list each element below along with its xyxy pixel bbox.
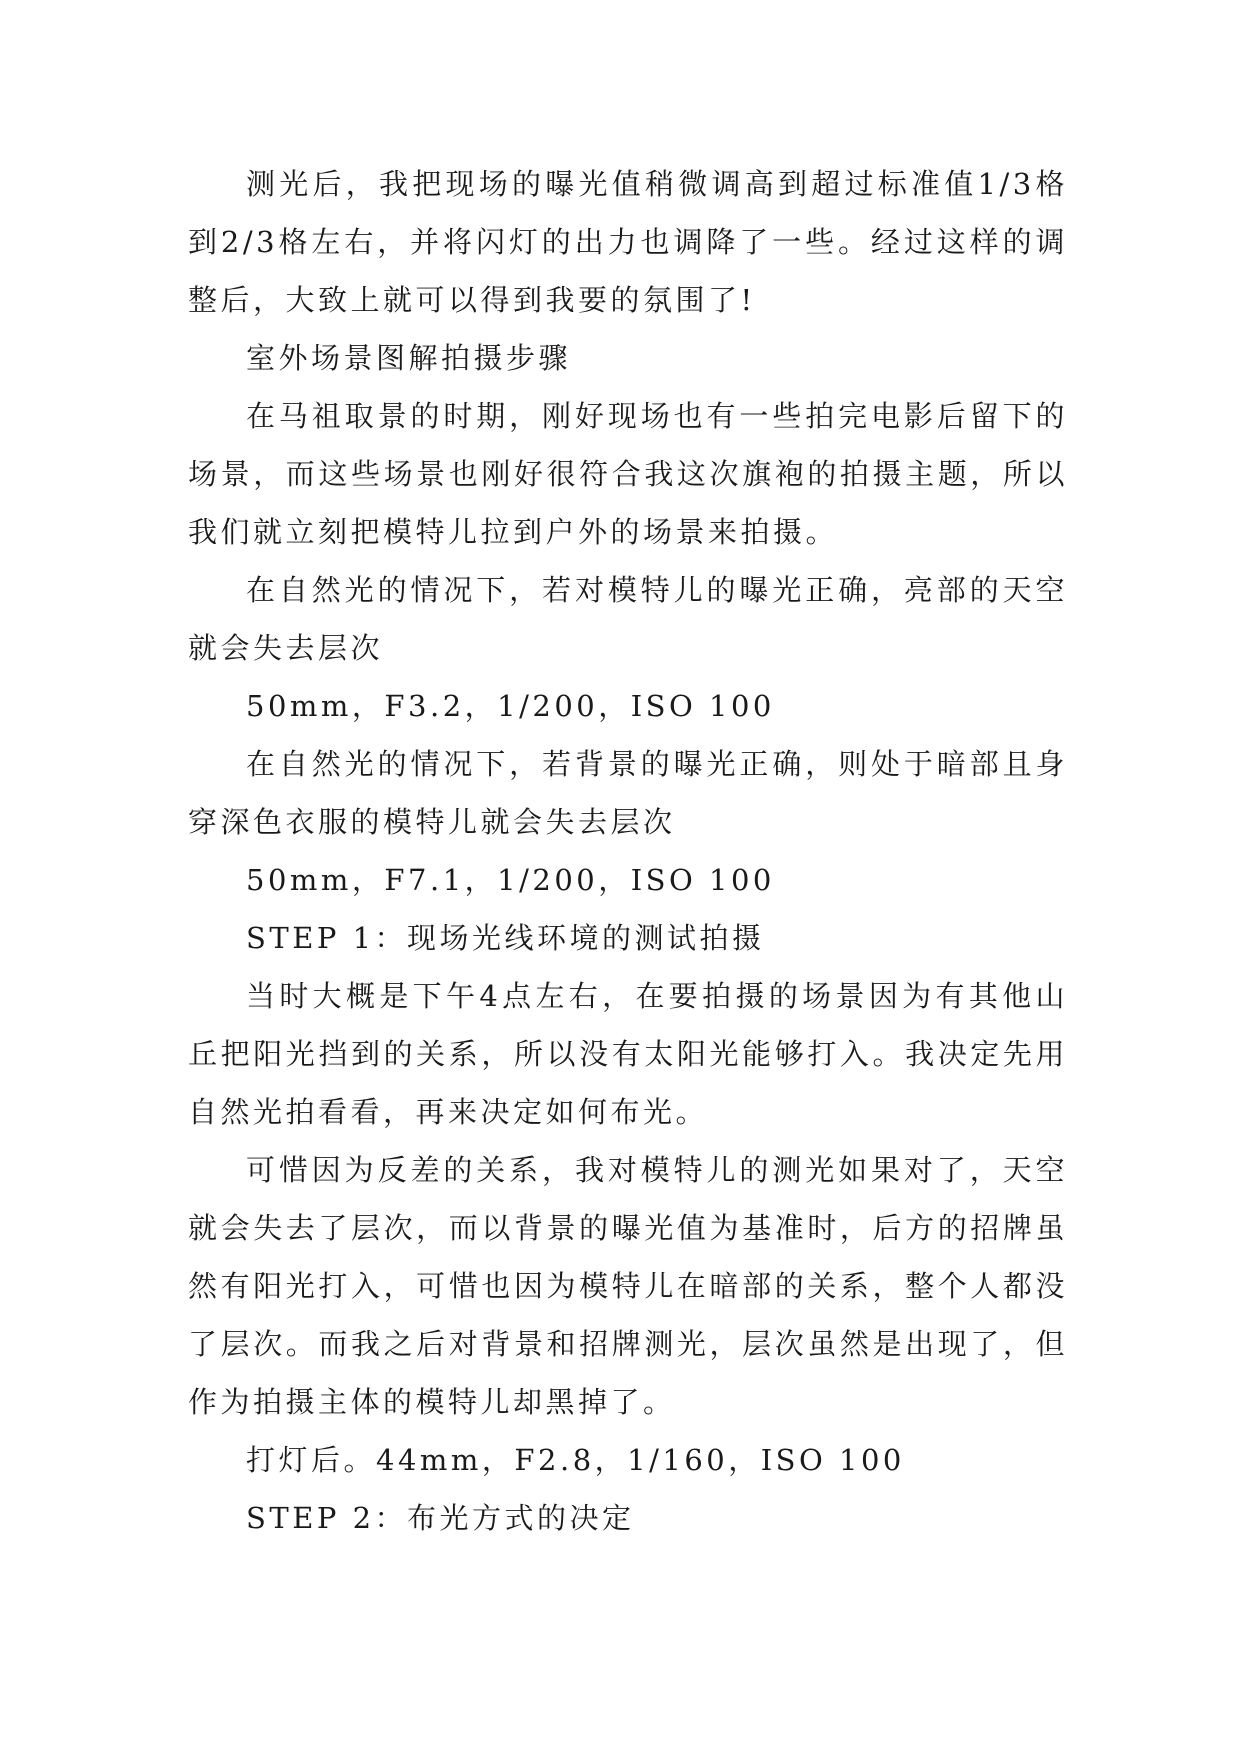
paragraph-contrast-issue: 可惜因为反差的关系，我对模特儿的测光如果对了，天空就会失去了层次，而以背景的曝光值为基准时，后方的招牌虽然有阳光打入，可惜也因为模特儿在暗部的关系，整个人都没了层次。而我之后对背景和招牌测光，层次虽然是出现了，但作为拍摄主体的模特儿却黑掉了。 — [188, 1153, 1068, 1419]
paragraph-afternoon-light: 当时大概是下午4点左右，在要拍摄的场景因为有其他山丘把阳光挡到的关系，所以没有太阳光能够打入。我决定先用自然光拍看看，再来决定如何布光。 — [188, 979, 1068, 1129]
document-body — [188, 155, 1068, 1547]
paragraph-metering-adjustment: 测光后，我把现场的曝光值稍微调高到超过标准值1/3格到2/3格左右，并将闪灯的出力也调降了一些。经过这样的调整后，大致上就可以得到我要的氛围了! — [188, 167, 1068, 317]
exposure-settings-2: 50mm，F7.1，1/200，ISO 100 — [246, 863, 775, 897]
exposure-settings-1: 50mm，F3.2，1/200，ISO 100 — [246, 689, 775, 723]
step-2-heading: STEP 2：布光方式的决定 — [246, 1501, 635, 1535]
paragraph-matsu-location: 在马祖取景的时期，刚好现场也有一些拍完电影后留下的场景，而这些场景也刚好很符合我这次旗袍的拍摄主题，所以我们就立刻把模特儿拉到户外的场景来拍摄。 — [188, 399, 1068, 549]
heading-outdoor-steps: 室外场景图解拍摄步骤 — [246, 341, 572, 375]
exposure-settings-after-flash: 打灯后。44mm，F2.8，1/160，ISO 100 — [246, 1443, 905, 1477]
caption-natural-light-background: 在自然光的情况下，若背景的曝光正确，则处于暗部且身穿深色衣服的模特儿就会失去层次 — [188, 747, 1068, 839]
caption-natural-light-model: 在自然光的情况下，若对模特儿的曝光正确，亮部的天空就会失去层次 — [188, 573, 1068, 665]
step-1-heading: STEP 1：现场光线环境的测试拍摄 — [246, 921, 765, 955]
